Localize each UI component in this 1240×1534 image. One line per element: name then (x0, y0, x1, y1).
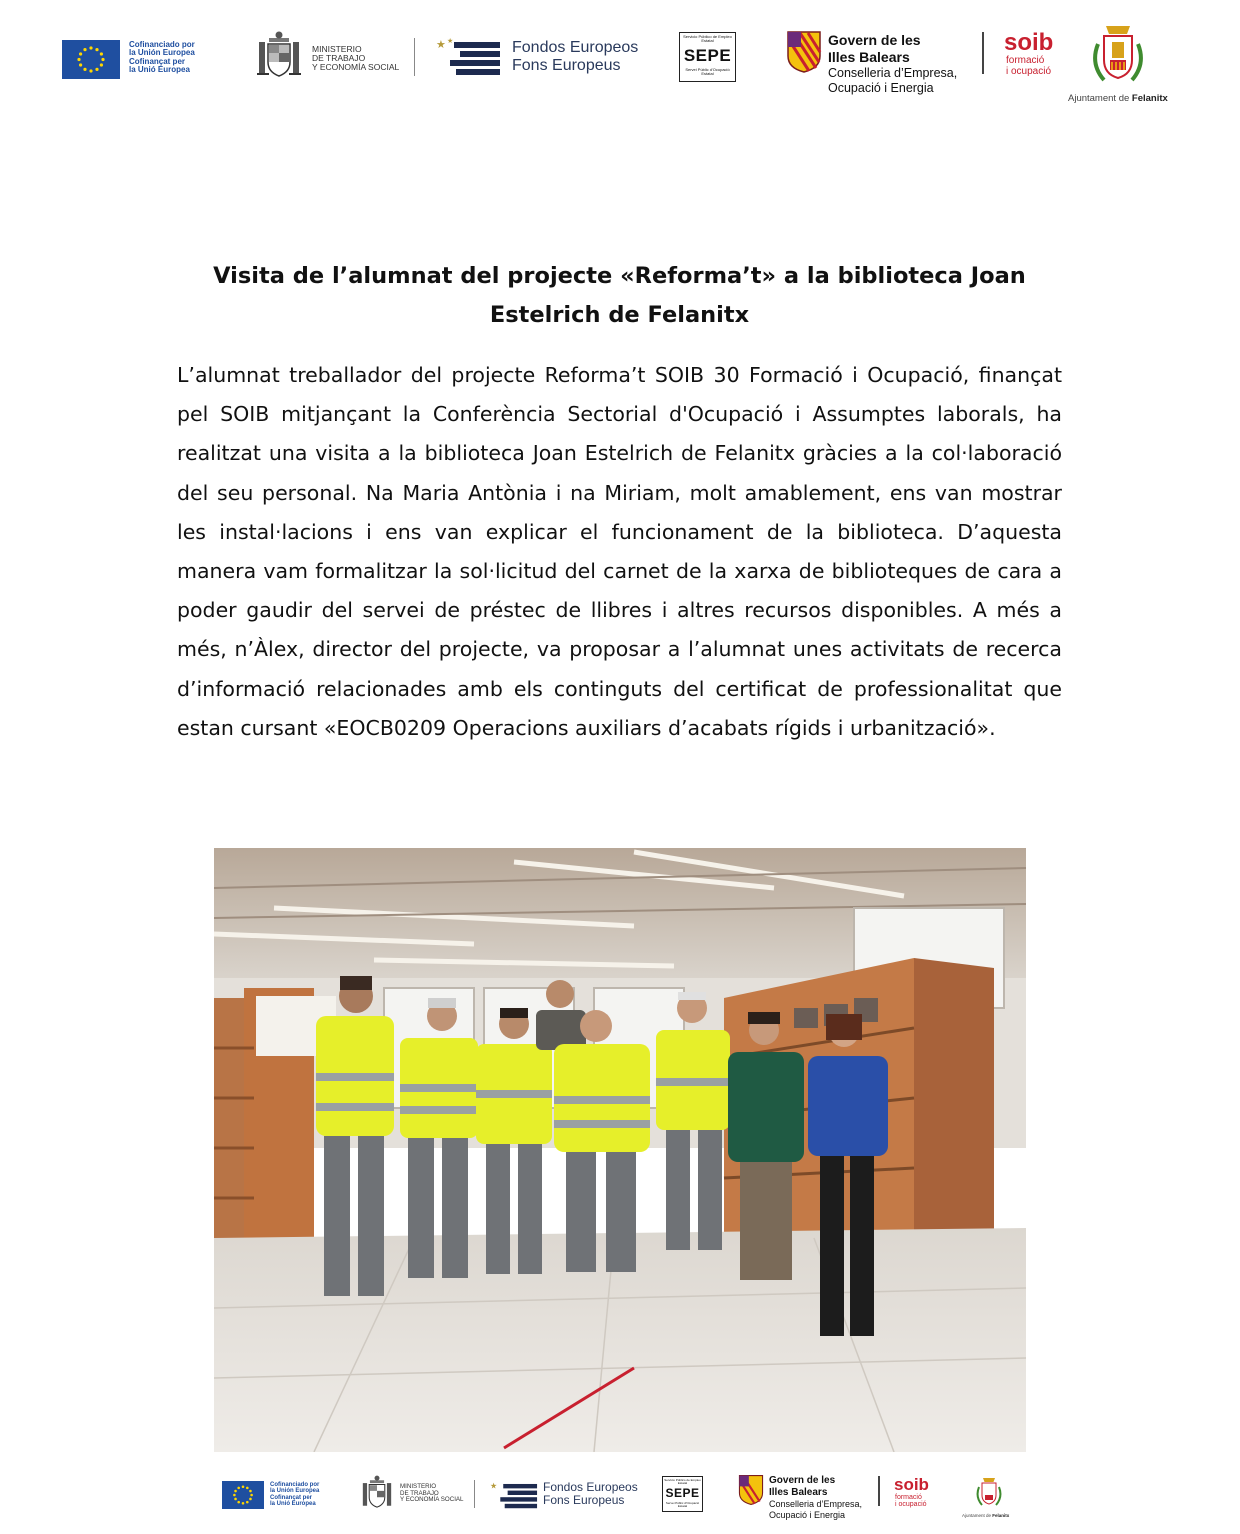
soib-line2: i ocupació (895, 1501, 927, 1509)
group-photo-library (214, 848, 1026, 1452)
govern-line4: Ocupació i Energia (828, 80, 934, 95)
eu-text-line2: la Unión Europea (270, 1488, 320, 1495)
sepe-logo (662, 1476, 703, 1512)
logo-divider (982, 32, 984, 74)
eu-text-line1: Cofinanciado por (129, 40, 195, 49)
soib-word: soib (1004, 29, 1054, 56)
eu-flag-icon (62, 40, 120, 79)
ministerio-line1: MINISTERIO (400, 1483, 437, 1490)
logo-divider (414, 38, 415, 76)
eu-text-line2: la Unión Europea (129, 48, 195, 58)
balearic-shield-icon (738, 1474, 764, 1506)
ajuntament-name: Felanitx (1131, 93, 1168, 104)
govern-line3: Conselleria d’Empresa, (828, 65, 958, 80)
ministerio-line2: DE TRABAJO (400, 1489, 439, 1497)
svg-text:★: ★ (436, 38, 446, 51)
eu-text-line1: Cofinanciado por (270, 1482, 320, 1488)
govern-line1: Govern de les (828, 32, 921, 48)
fondos-europeos-logo (436, 34, 651, 80)
govern-line4: Ocupació i Energia (769, 1509, 846, 1520)
eu-cofinancing-logo (222, 1481, 332, 1511)
logo-divider (878, 1476, 880, 1506)
eu-text-line4: la Unió Europea (270, 1500, 316, 1507)
fondos-line2: Fons Europeus (512, 56, 621, 74)
fondos-europeos-flag-icon (490, 1478, 540, 1512)
spain-coat-of-arms-icon (255, 30, 303, 82)
sepe-small-bottom: Servei Públic d'Ocupació Estatal (685, 66, 730, 77)
fondos-europeos-logo (490, 1478, 650, 1512)
govern-illes-balears-logo (738, 1474, 868, 1532)
sepe-acronym: SEPE (665, 1485, 700, 1500)
svg-text:★: ★ (490, 1480, 498, 1491)
sepe-small-top: Servicio Público de Empleo Estatal (664, 1478, 701, 1486)
govern-line2: Illes Balears (828, 48, 910, 65)
ajuntament-prefix: Ajuntament de (962, 1513, 993, 1518)
govern-line1: Govern de les (769, 1475, 836, 1486)
fondos-line1: Fondos Europeos (512, 39, 639, 56)
ajuntament-name: Felanitx (992, 1513, 1010, 1518)
logo-divider (474, 1480, 475, 1508)
soib-word: soib (894, 1475, 929, 1494)
sepe-logo (679, 32, 736, 82)
soib-line2: i ocupació (1006, 65, 1052, 77)
header-logo-bar (0, 0, 1240, 120)
ministerio-line1: MINISTERIO (312, 44, 362, 54)
ministerio-logo (360, 1474, 470, 1514)
govern-line3: Conselleria d’Empresa, (769, 1499, 863, 1509)
govern-line2: Illes Balears (769, 1487, 828, 1498)
felanitx-coat-of-arms-icon (1088, 22, 1148, 90)
felanitx-coat-of-arms-icon (974, 1476, 1004, 1510)
ajuntament-felanitx-logo (1066, 22, 1176, 108)
spain-coat-of-arms-icon (360, 1474, 394, 1512)
ministerio-line3: Y ECONOMÍA SOCIAL (400, 1496, 464, 1503)
fondos-europeos-flag-icon (436, 34, 504, 80)
footer-logo-bar (0, 1468, 1240, 1534)
eu-flag-icon (222, 1481, 264, 1509)
fondos-line1: Fondos Europeos (543, 1480, 638, 1494)
article-title: Visita de l’alumnat del projecte «Reforma’t» a la biblioteca Joan Estelrich de Felanitx (213, 263, 1026, 328)
ajuntament-prefix: Ajuntament de (1068, 93, 1132, 104)
sepe-acronym: SEPE (683, 45, 732, 65)
ministerio-logo (255, 30, 420, 84)
balearic-shield-icon (786, 30, 822, 74)
soib-line1: formació (895, 1494, 922, 1501)
soib-line1: formació (1006, 55, 1045, 66)
eu-text-line3: Cofinançat per (129, 56, 186, 66)
fondos-line2: Fons Europeus (543, 1493, 625, 1508)
ministerio-line3: Y ECONOMÍA SOCIAL (312, 61, 400, 72)
ministerio-line2: DE TRABAJO (312, 52, 366, 63)
ajuntament-felanitx-logo (960, 1476, 1020, 1524)
sepe-small-bottom: Servei Públic d'Ocupació Estatal (665, 1500, 700, 1508)
eu-cofinancing-logo (62, 40, 212, 80)
sepe-small-top: Servicio Público de Empleo Estatal (683, 34, 732, 44)
svg-text:★: ★ (447, 37, 454, 45)
eu-text-line4: la Unió Europea (129, 65, 190, 75)
article-body: L’alumnat treballador del projecte Reforma’t SOIB 30 Formació i Ocupació, finançat pel SOIB mitjançant la Conferència Sectorial d'Ocupació i Assumptes laborals, ha realitzat una visita a la biblioteca Joan Estelrich de Felanitx gràcies a la col·laboració del seu personal. Na Maria Antònia i na Miriam, molt amablement, ens van mostrar les instal·lacions i ens van explicar el funcionament de la biblioteca. D’aquesta manera vam formalitzar la sol·licitud del carnet de la xarxa de biblioteques de cara a poder gaudir del servei de préstec de llibres i altres recursos disponibles. A més a més, n’Àlex, director del projecte, va proposar a l’alumnat unes activitats de recerca d’informació relacionades amb els continguts del certificat de professionalitat que estan cursant «EOCB0209 Operacions auxiliars d’acabats rígids i urbanització». (177, 363, 1062, 740)
eu-text-line3: Cofinançat per (270, 1494, 313, 1501)
govern-illes-balears-logo (786, 30, 966, 106)
